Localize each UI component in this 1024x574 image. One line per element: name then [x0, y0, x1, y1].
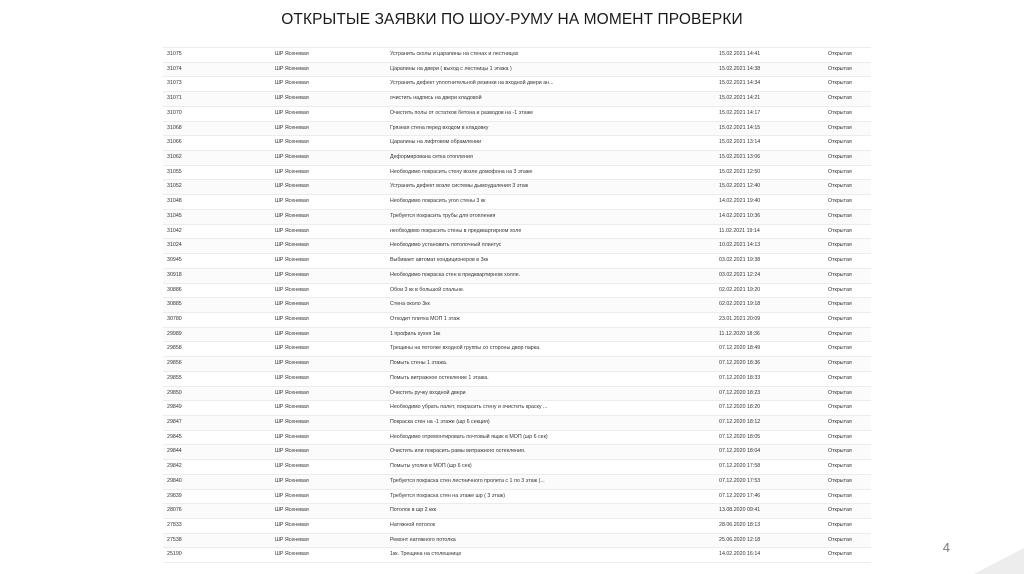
request-date: 13.08.2020 09:41: [719, 507, 761, 514]
request-id: 29845: [167, 433, 182, 440]
table-row: [163, 166, 871, 181]
page-number: 4: [942, 540, 950, 555]
table-row: [163, 63, 871, 78]
request-id: 31055: [167, 168, 182, 175]
request-description: Помыть витражное остекление 1 этажа.: [390, 374, 489, 381]
request-description: необходимо покрасить стены в предквартирном холе: [390, 227, 522, 234]
table-row: [163, 92, 871, 107]
request-date: 14.02.2021 10:36: [719, 212, 761, 219]
request-status: Открытая: [828, 80, 852, 87]
request-description: Помыть стены 1 этажа.: [390, 360, 448, 367]
request-status: Открытая: [828, 242, 852, 249]
request-date: 15.02.2021 14:38: [719, 65, 761, 72]
table-row: [163, 48, 871, 63]
request-owner: ШР Ясеневая: [275, 51, 309, 57]
table-row: [163, 431, 871, 446]
request-id: 31070: [167, 109, 182, 116]
request-status: Открытая: [828, 65, 852, 72]
request-date: 07.12.2020 18:20: [719, 404, 761, 411]
request-owner: ШР Ясеневая: [275, 257, 309, 264]
request-owner: ШР Ясеневая: [275, 463, 309, 470]
table-row: [163, 195, 871, 210]
requests-table: [163, 47, 871, 563]
request-description: 1 профиль кухня 1кк: [390, 330, 441, 337]
request-id: 30780: [167, 315, 182, 322]
request-date: 07.12.2020 17:53: [719, 477, 761, 484]
request-description: Покраска стен на -1 этаже (шр 6 секция): [390, 418, 490, 425]
request-date: 07.12.2020 18:04: [719, 448, 761, 455]
request-id: 30886: [167, 286, 182, 293]
request-date: 14.02.2021 19:40: [719, 198, 761, 205]
request-date: 15.02.2021 13:06: [719, 154, 761, 161]
request-owner: ШР Ясеневая: [275, 448, 309, 455]
request-status: Открытая: [828, 418, 852, 425]
table-row: [163, 313, 871, 328]
request-status: Открытая: [828, 477, 852, 484]
request-id: 29842: [167, 463, 182, 470]
request-description: Устранить дефект возле системы дымоудаления 3 этаж: [390, 183, 529, 190]
request-owner: ШР Ясеневая: [275, 360, 309, 367]
request-description: Очистить полы от остатков бетона и разводов на -1 этаже: [390, 109, 534, 116]
request-owner: ШР Ясеневая: [275, 345, 309, 352]
request-date: 07.12.2020 18:05: [719, 433, 761, 440]
request-status: Открытая: [828, 536, 852, 543]
request-date: 07.12.2020 18:49: [719, 345, 761, 352]
request-status: Открытая: [828, 374, 852, 381]
request-owner: ШР Ясеневая: [275, 286, 309, 293]
request-description: Требуется покраска стен на этаже шр ( 3 этаж): [390, 492, 506, 499]
request-id: 31066: [167, 139, 182, 146]
request-description: Помыты уголки в МОП (шр 6 сек): [390, 463, 472, 470]
table-row: [163, 372, 871, 387]
table-row: [163, 239, 871, 254]
table-row: [163, 534, 871, 549]
table-row: [163, 284, 871, 299]
request-status: Открытая: [828, 389, 852, 396]
request-description: Потолок в шр 2 ккк: [390, 507, 437, 514]
request-owner: ШР Ясеневая: [275, 227, 309, 234]
request-description: Выбивает автомат кондиционеров в 3кк: [390, 257, 489, 264]
slide-title: ОТКРЫТЫЕ ЗАЯВКИ ПО ШОУ-РУМУ НА МОМЕНТ ПРОВЕРКИ: [281, 11, 743, 28]
request-owner: ШР Ясеневая: [275, 389, 309, 396]
request-owner: ШР Ясеневая: [275, 507, 309, 514]
request-id: 27833: [167, 522, 182, 528]
request-date: 02.02.2021 19:20: [719, 286, 761, 293]
table-row: [163, 401, 871, 416]
request-owner: ШР Ясеневая: [275, 404, 309, 411]
request-status: Открытая: [828, 463, 852, 470]
request-description: Натяжной потолок: [390, 522, 436, 528]
table-row: [163, 77, 871, 92]
request-status: Открытая: [828, 330, 852, 337]
table-row: [163, 180, 871, 195]
table-row: [163, 387, 871, 402]
request-status: Открытая: [828, 227, 852, 234]
request-owner: ШР Ясеневая: [275, 124, 309, 131]
request-status: Открытая: [828, 139, 852, 146]
request-owner: ШР Ясеневая: [275, 477, 309, 484]
request-date: 23.01.2021 20:09: [719, 315, 761, 322]
request-description: Трещины на потолке входной группы со стороны двор парка.: [390, 345, 541, 352]
table-row: [163, 519, 871, 534]
request-status: Открытая: [828, 551, 852, 558]
request-id: 29840: [167, 477, 182, 484]
request-status: Открытая: [828, 492, 852, 499]
request-date: 10.02.2021 14:13: [719, 242, 761, 249]
request-id: 31075: [167, 51, 182, 57]
request-date: 07.12.2020 18:23: [719, 389, 761, 396]
request-id: 31048: [167, 198, 182, 205]
request-description: Устранить дефект уплотнительной резинки на входной двери ан...: [390, 80, 554, 87]
corner-decoration: [974, 548, 1024, 574]
request-owner: ШР Ясеневая: [275, 536, 309, 543]
request-date: 11.12.2020 18:36: [719, 330, 760, 337]
request-date: 03.02.2021 12:24: [719, 271, 761, 278]
request-id: 31071: [167, 95, 182, 102]
request-owner: ШР Ясеневая: [275, 65, 309, 72]
request-owner: ШР Ясеневая: [275, 315, 309, 322]
request-id: 29850: [167, 389, 182, 396]
request-date: 03.02.2021 19:38: [719, 257, 761, 264]
request-description: Необходимо отремонтировать почтовый ящик в МОП (шр 6 сек): [390, 433, 548, 440]
request-date: 25.06.2020 12:18: [719, 536, 761, 543]
table-row: [163, 548, 871, 563]
table-row: [163, 225, 871, 240]
request-owner: ШР Ясеневая: [275, 212, 309, 219]
request-date: 15.02.2021 14:15: [719, 124, 761, 131]
request-owner: ШР Ясеневая: [275, 301, 309, 308]
request-description: Деформирована сетка отопления: [390, 154, 473, 161]
request-description: 1кк. Трещина на столешнице: [390, 551, 462, 558]
request-status: Открытая: [828, 433, 852, 440]
request-date: 07.12.2020 17:58: [719, 463, 761, 470]
request-status: Открытая: [828, 212, 852, 219]
table-row: [163, 342, 871, 357]
request-status: Открытая: [828, 257, 852, 264]
request-date: 15.02.2021 12:50: [719, 168, 761, 175]
request-description: Ремонт натяжного потолка: [390, 536, 456, 543]
request-id: 29856: [167, 360, 182, 367]
request-date: 15.02.2021 13:14: [719, 139, 761, 146]
request-owner: ШР Ясеневая: [275, 374, 309, 381]
request-date: 14.02.2020 16:14: [719, 551, 761, 558]
request-id: 29844: [167, 448, 182, 455]
request-id: 29849: [167, 404, 182, 411]
table-row: [163, 460, 871, 475]
request-owner: ШР Ясеневая: [275, 168, 309, 175]
request-date: 11.02.2021 19:14: [719, 227, 760, 234]
request-owner: ШР Ясеневая: [275, 139, 309, 146]
request-status: Открытая: [828, 271, 852, 278]
request-id: 31062: [167, 154, 182, 161]
request-description: Грязная стена перед входом в кладовку: [390, 124, 489, 131]
request-owner: ШР Ясеневая: [275, 433, 309, 440]
request-description: Устранить сколы и царапины на стенах и лестницах: [390, 51, 519, 57]
request-date: 15.02.2021 14:41: [719, 51, 761, 57]
request-status: Открытая: [828, 198, 852, 205]
request-date: 28.06.2020 18:13: [719, 522, 761, 528]
request-owner: ШР Ясеневая: [275, 522, 309, 528]
request-id: 29839: [167, 492, 182, 499]
request-status: Открытая: [828, 124, 852, 131]
table-row: [163, 254, 871, 269]
request-status: Открытая: [828, 360, 852, 367]
table-row: [163, 475, 871, 490]
request-status: Открытая: [828, 507, 852, 514]
request-id: 29858: [167, 345, 182, 352]
request-status: Открытая: [828, 183, 852, 190]
table-row: [163, 357, 871, 372]
table-row: [163, 269, 871, 284]
request-id: 30885: [167, 301, 182, 308]
request-status: Открытая: [828, 522, 852, 528]
request-owner: ШР Ясеневая: [275, 242, 309, 249]
request-id: 31073: [167, 80, 182, 87]
request-status: Открытая: [828, 315, 852, 322]
request-owner: ШР Ясеневая: [275, 183, 309, 190]
request-date: 07.12.2020 17:46: [719, 492, 761, 499]
request-description: Необходимо установить потолочный плинтус: [390, 242, 502, 249]
request-description: Обои 3 кк в большой спальне.: [390, 286, 465, 293]
request-id: 30945: [167, 257, 182, 264]
request-date: 15.02.2021 14:17: [719, 109, 761, 116]
request-status: Открытая: [828, 95, 852, 102]
request-date: 07.12.2020 18:36: [719, 360, 761, 367]
request-description: Необходимо покраска стен в предквартирном холле.: [390, 271, 521, 278]
request-status: Открытая: [828, 109, 852, 116]
request-id: 31042: [167, 227, 182, 234]
request-owner: ШР Ясеневая: [275, 551, 309, 558]
request-date: 02.02.2021 19:18: [719, 301, 761, 308]
request-date: 15.02.2021 14:34: [719, 80, 761, 87]
request-status: Открытая: [828, 286, 852, 293]
request-id: 31068: [167, 124, 182, 131]
request-owner: ШР Ясеневая: [275, 154, 309, 161]
request-id: 31074: [167, 65, 182, 72]
table-row: [163, 490, 871, 505]
table-row: [163, 107, 871, 122]
request-id: 29847: [167, 418, 182, 425]
request-status: Открытая: [828, 154, 852, 161]
table-row: [163, 416, 871, 431]
request-description: Необходимо покрасить стену возле домофона на 3 этаже: [390, 168, 533, 175]
request-status: Открытая: [828, 51, 852, 57]
request-owner: ШР Ясеневая: [275, 492, 309, 499]
request-owner: ШР Ясеневая: [275, 330, 309, 337]
table-row: [163, 298, 871, 313]
request-owner: ШР Ясеневая: [275, 95, 309, 102]
request-owner: ШР Ясеневая: [275, 198, 309, 205]
request-date: 15.02.2021 12:40: [719, 183, 761, 190]
request-owner: ШР Ясеневая: [275, 109, 309, 116]
request-id: 29855: [167, 374, 182, 381]
request-owner: ШР Ясеневая: [275, 418, 309, 425]
table-row: [163, 504, 871, 519]
request-id: 31052: [167, 183, 182, 190]
request-description: Царапины на лифтовом обрамлении: [390, 139, 482, 146]
request-description: Очистить или покрасить рамы витражного остекления.: [390, 448, 526, 455]
table-row: [163, 151, 871, 166]
request-description: Очистить ручку входной двери: [390, 389, 466, 396]
table-row: [163, 122, 871, 137]
request-id: 27538: [167, 536, 182, 543]
request-description: Отходит плитка МОП 1 этаж: [390, 315, 460, 322]
request-id: 30918: [167, 271, 182, 278]
request-id: 31045: [167, 212, 182, 219]
request-id: 29989: [167, 330, 182, 337]
request-date: 07.12.2020 18:12: [719, 418, 761, 425]
request-id: 28076: [167, 507, 182, 514]
request-owner: ШР Ясеневая: [275, 80, 309, 87]
request-status: Открытая: [828, 301, 852, 308]
request-status: Открытая: [828, 345, 852, 352]
table-row: [163, 445, 871, 460]
request-date: 07.12.2020 18:33: [719, 374, 761, 381]
request-description: Царапины на двери ( выход с лестницы 1 этажа ): [390, 65, 512, 72]
request-owner: ШР Ясеневая: [275, 271, 309, 278]
request-id: 31024: [167, 242, 182, 249]
request-description: Требуется покрасить трубы для отопления: [390, 212, 496, 219]
table-row: [163, 136, 871, 151]
request-date: 15.02.2021 14:21: [719, 95, 761, 102]
request-status: Открытая: [828, 168, 852, 175]
request-description: Необходимо убрать палет, покрасить стену и очистить краску ...: [390, 404, 548, 411]
request-description: очистить надпись на двери кладовой: [390, 95, 482, 102]
request-description: Стена около 3кк: [390, 301, 430, 308]
table-row: [163, 210, 871, 225]
request-status: Открытая: [828, 448, 852, 455]
request-description: Необходимо покрасить угол стены 3 кк: [390, 198, 486, 205]
request-description: Требуется покраска стен лестничного пролета с 1 по 3 этаж (...: [390, 477, 545, 484]
request-id: 25190: [167, 551, 182, 558]
request-status: Открытая: [828, 404, 852, 411]
table-row: [163, 328, 871, 343]
